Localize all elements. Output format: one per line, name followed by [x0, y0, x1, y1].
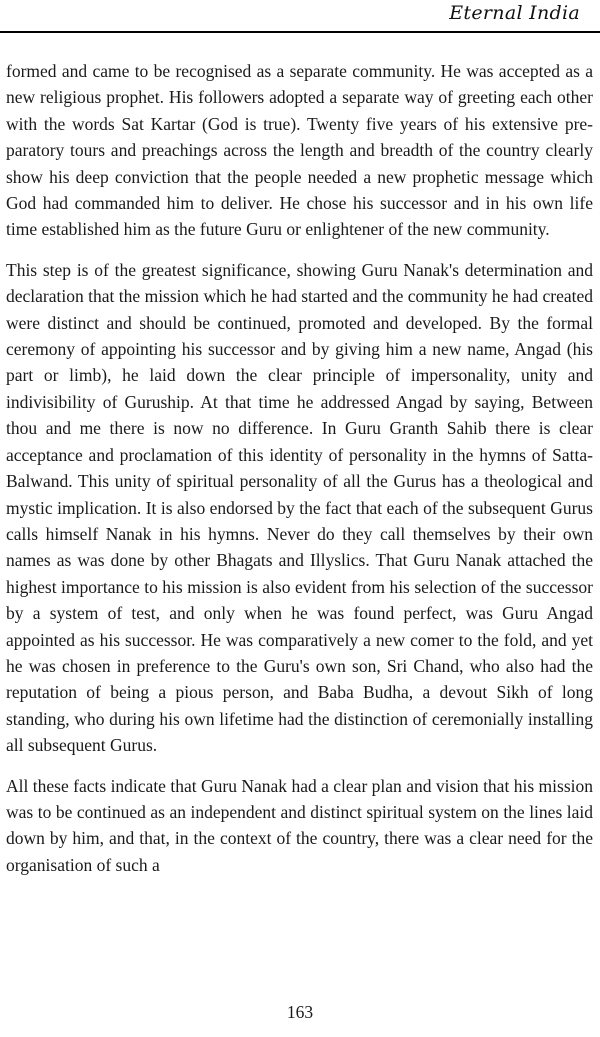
running-head-title: Eternal India — [449, 2, 580, 24]
paragraph-1: formed and came to be recognised as a separate community. He was accepted as a new religious prophet. His followers adopted a separate way of greeting each other with the words Sat Kartar (God is true). Twenty five years of his extensive pre- paratory tours and preachings across the length and breadth of the country clearly show his deep conviction that the people needed a new prophetic message which God had commanded him to deliver. He chose his successor and in his own life time established him as the future Guru or enlightener of the new community. — [6, 61, 593, 240]
header-rule — [0, 31, 600, 33]
page-number: 163 — [286, 1002, 314, 1022]
body-text — [6, 58, 593, 892]
paragraph-2: This step is of the greatest significance, showing Guru Nanak's determination and declaration that the mission which he had started and the community he had created were distinct and should be continued, promoted and developed. By the formal ceremony of appointing his successor and by giving him a new name, Angad (his part or limb), he laid down the clear principle of impersonality, unity and indivisibility of Guruship. At that time he addressed Angad by saying, Between thou and me there is now no difference. In Guru Granth Sahib there is clear acceptance and proclamation of this identity of personality in the hymns of Satta-Balwand. This unity of spiritual personality of all the Gurus has a theological and mystic implication. It is also endorsed by the fact that each of the subsequent Gurus calls himself Nanak in his hymns. Never do they call themselves by their own names as was done by other Bhagats and Illyslics. That Guru Nanak attached the highest importance to his mission is also evident from his selection of the successor by a system of test, and only when he was found perfect, was Guru Angad appointed as his successor. He was comparatively a new comer to the fold, and yet he was chosen in preference to the Guru's own son, Sri Chand, who also had the reputation of being a pious person, and Baba Budha, a devout Sikh of long standing, who during his own lifetime had the distinction of ceremonially installing all subsequent Gurus. — [6, 259, 593, 756]
paragraph-3: All these facts indicate that Guru Nanak had a clear plan and vision that his mission was to be continued as an independent and distinct spiritual system on the lines laid down by him, and that, in the context of the country, there was a clear need for the organisation of such a — [6, 775, 593, 875]
